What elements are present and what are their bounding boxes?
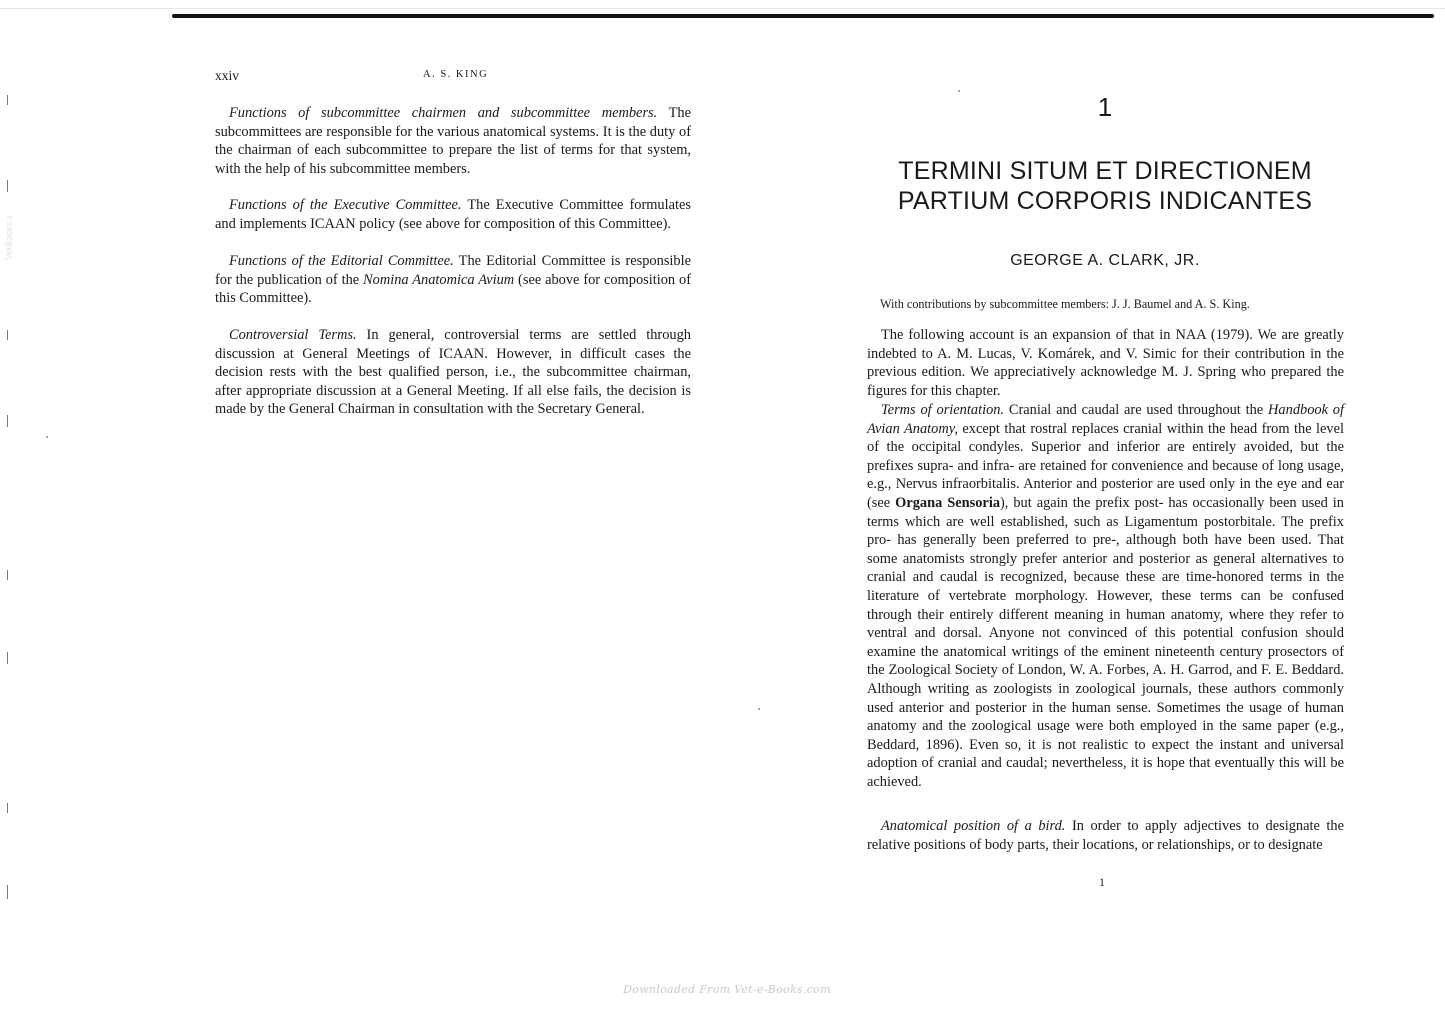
paragraph-text: The Editorial Committee is responsible for the publication of the [215, 253, 691, 288]
scan-top-edge [0, 8, 1445, 9]
chapter-number: 1 [1097, 92, 1113, 122]
chapter-title [870, 156, 1340, 216]
scan-speck [958, 90, 960, 92]
paragraph-editorial-committee [215, 252, 691, 308]
chapter-title-line: PARTIUM CORPORIS INDICANTES [897, 187, 1313, 215]
book-title: Nomina Anatomica Avium [363, 271, 515, 288]
scan-mark [7, 885, 8, 899]
paragraph-text: The subcommittees are responsible for the various anatomical systems. It is the duty of the chairman of each subcommittee to prepare the list of terms for that system, with the help of his subcommittee members. [215, 105, 691, 177]
paragraph-text: In order to apply adjectives to designate the relative positions of body parts, their locations, or relationships, or to designate [867, 818, 1344, 853]
binding-shadow-rule [172, 14, 1434, 18]
paragraph-intro: The following account is an expansion of that in NAA (1979). We are greatly indebted to A. M. Lucas, V. Komárek, and V. Simic for their contribution in the previous edition. We appreciatively acknowledge M. J. Spring who prepared the figures for this chapter. [867, 327, 1344, 399]
page-number: xxiv [215, 68, 240, 83]
paragraph-lead: Controversial Terms. [229, 327, 357, 343]
scan-speck [758, 708, 760, 710]
chapter-author: GEORGE A. CLARK, JR. [1010, 252, 1200, 269]
contributions-note: With contributions by subcommittee members: J. J. Baumel and A. S. King. [880, 297, 1250, 311]
page-number: 1 [1099, 875, 1105, 889]
paragraph-lead: Terms of orientation. [881, 402, 1005, 418]
cross-reference: Organa Sensoria [895, 494, 1001, 511]
chapter-title-line: TERMINI SITUM ET DIRECTIONEM [898, 157, 1312, 185]
scan-mark [7, 570, 8, 580]
book-title: Handbook of Avian Anatomy, [867, 402, 1344, 437]
paragraph-lead: Functions of subcommittee chairmen and subcommittee members. [229, 105, 658, 121]
paragraph-anatomical-position [867, 817, 1344, 854]
scan-mark [7, 95, 8, 105]
scan-mark [7, 415, 8, 427]
paragraph-text: (see above for composition of this Committee). [215, 271, 691, 307]
paragraph-subcommittee-functions [215, 104, 691, 178]
scan-speck [46, 436, 48, 438]
footer-watermark: Downloaded From Vet-e-Books.com [623, 983, 831, 996]
paragraph-text: The Executive Committee formulates and implements ICAAN policy (see above for composition of this Committee). [215, 197, 691, 232]
paragraph-executive-committee [215, 196, 691, 233]
scan-mark [7, 330, 8, 340]
running-head [215, 68, 691, 84]
paragraph-lead: Functions of the Executive Committee. [229, 197, 462, 213]
running-head-author: A. S. KING [423, 69, 489, 80]
margin-watermark: VetBooks.ir [4, 214, 14, 260]
paragraph-lead: Functions of the Editorial Committee. [229, 253, 454, 269]
paragraph-text: except that rostral replaces cranial within the head from the level of the occipital condyles. Superior and inferior are entirely avoided, but the prefixes supra- and infra- are retained for convenience and because of long usage, e.g., Nervus infraorbitalis. Anterior and posterior are used only in the eye and ear (see [867, 420, 1344, 511]
scan-mark [7, 652, 8, 664]
paragraph-text: In general, controversial terms are settled through discussion at General Meetings of ICAAN. However, in difficult cases the decision rests with the best qualified person, i.e., the subcommittee chairman, after appropriate discussion at a General Meeting. If all else fails, the decision is made by the General Chairman in consultation with the Secretary General. [215, 327, 691, 418]
paragraph-text: Cranial and caudal are used throughout the [1004, 402, 1269, 418]
paragraph-lead: Anatomical position of a bird. [881, 818, 1066, 834]
paragraph-terms-of-orientation [867, 401, 1344, 791]
scan-mark [7, 803, 8, 813]
paragraph-text: ), but again the prefix post- has occasionally been used in terms which are well established, such as Ligamentum postorbitale. The prefix pro- has generally been preferred to pre-, although both have been used. That some anatomists strongly prefer anterior and posterior as general alternatives to cranial and caudal is recognized, because these are time-honored terms in the literature of vertebrate morphology. However, these terms can be confused through their entirely different meaning in human anatomy, where they refer to ventral and dorsal. Anyone not convinced of this potential confusion should examine the anatomical writings of the eminent nineteenth century prosectors of the Zoological Society of London, W. A. Forbes, A. H. Garrod, and F. E. Beddard. Although writing as zoologists in zoological journals, these authors commonly used anterior and posterior in the human sense. Sometimes the usage of human anatomy and the zoological usage were both employed in the same paper (e.g., Beddard, 1896). Even so, it is not realistic to expect the instant and universal adoption of cranial and caudal; nevertheless, it is hope that eventually this will be achieved. [867, 494, 1344, 790]
paragraph-controversial-terms [215, 326, 691, 419]
